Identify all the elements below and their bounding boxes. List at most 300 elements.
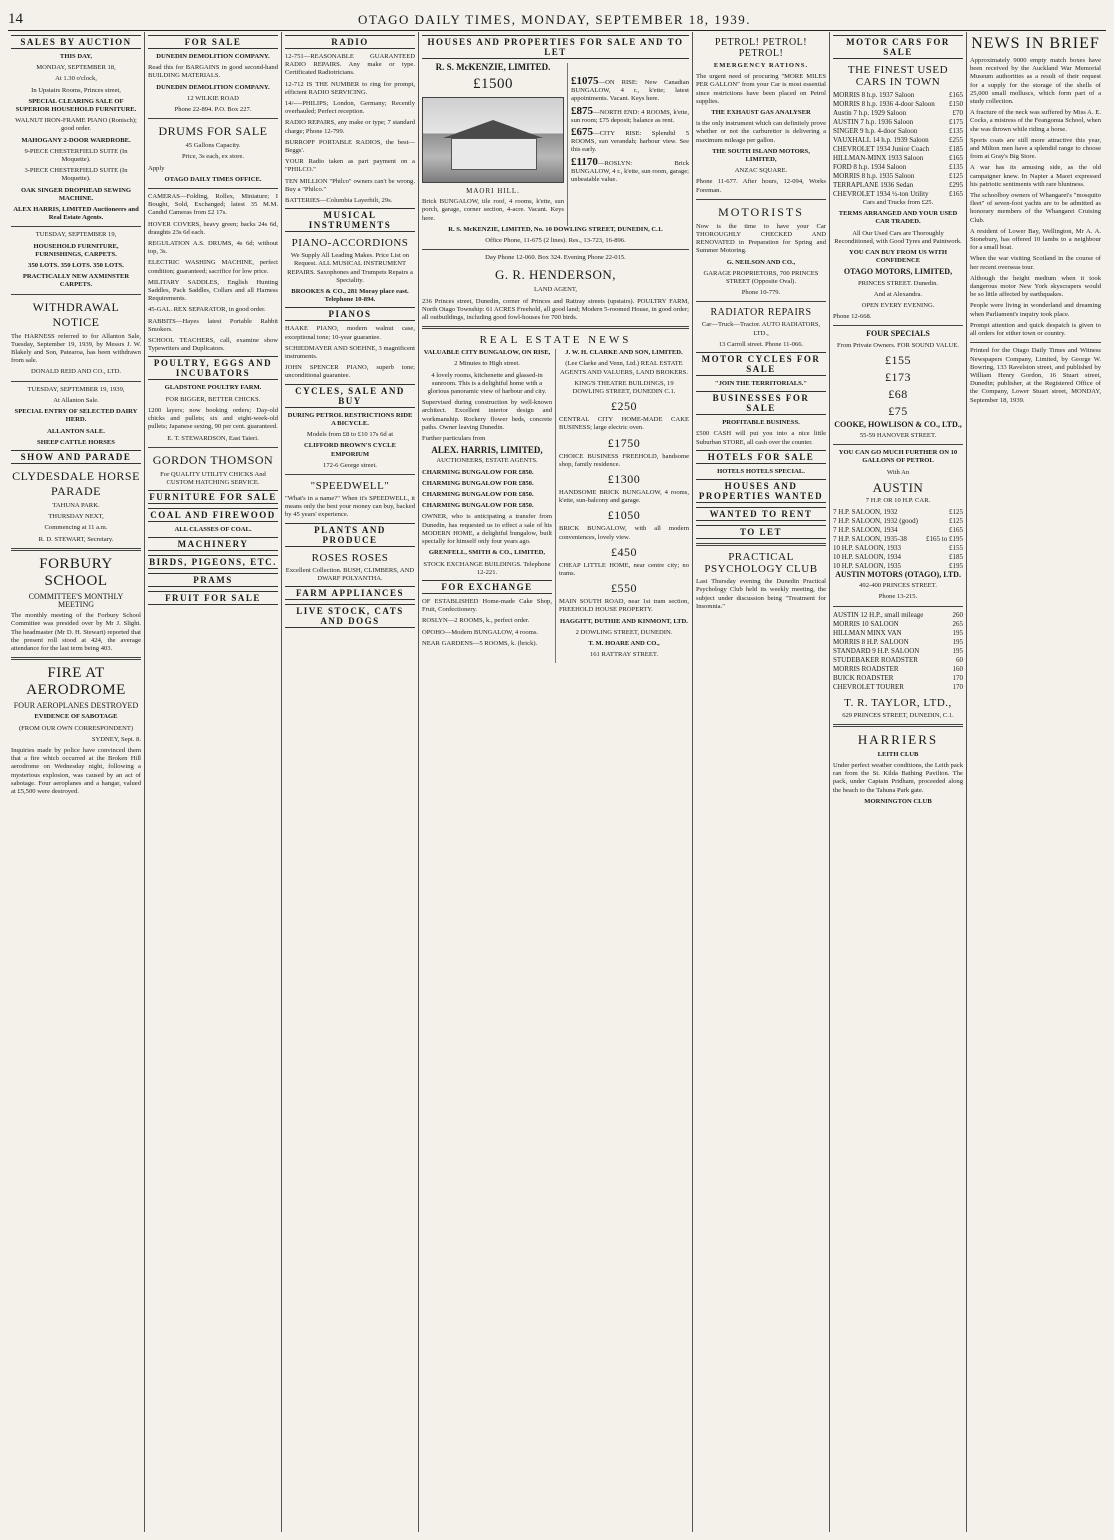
ad-line: 13 Carroll street. Phone 11-066. — [718, 340, 804, 348]
listing-text: ROSLYN—2 ROOMS, k., perfect order. — [422, 617, 530, 625]
section-header: BUSINESSES FOR SALE — [696, 391, 826, 415]
listing-text: 4 lovely rooms, kitchenette and glassed-in sunroom. This is a delightful home with a glorious panoramic view of harbour and city. — [427, 371, 547, 396]
classified-ad: RABBITS—Hayes latest Portable Rabbit Smokers. — [148, 317, 278, 333]
vehicle-price: 195 — [952, 646, 963, 655]
ad-line: 350 LOTS. 350 LOTS. 350 LOTS. — [28, 262, 124, 270]
listing-price: £450 — [611, 544, 637, 559]
ad-body: All Our Used Cars are Thoroughly Reconditioned, with Good Tyres and Paintwork. — [834, 229, 962, 245]
ad-line: ANZAC SQUARE. — [734, 167, 788, 175]
ad-line: Models from £8 to £10 17s 6d at — [306, 431, 394, 439]
price-list-row — [833, 647, 963, 656]
listing-price: £675 — [571, 126, 593, 139]
listing-price: £1750 — [607, 435, 641, 450]
vehicle-name: MORRIS 8 H.P. SALOON — [833, 637, 909, 646]
news-item: People were living in wonderland and dreaming when Parliament's inquiry took place. — [970, 302, 1101, 318]
ad-body: Excellent Collection. BUSH, CLIMBERS, AND DWARF POLYANTHA. — [285, 566, 415, 582]
vehicle-name: 10 H.P. SALOON, 1934 — [833, 553, 902, 562]
article-source: (FROM OUR OWN CORRESPONDENT) — [18, 724, 134, 732]
vehicle-price: £125 — [949, 508, 963, 517]
ad-line: Price, 3s each, ex store. — [181, 153, 245, 161]
vehicle-price: £165 — [949, 154, 963, 162]
ad-line: At 1.30 o'clock, — [55, 75, 97, 83]
ad-line: With An — [886, 468, 910, 476]
classified-ad: REGULATION A.S. DRUMS, 4s 6d; without top, 3s. — [148, 240, 278, 256]
vehicle-price: £125 — [949, 517, 963, 526]
newspaper-columns — [8, 32, 1106, 1532]
classified-ad: JOHN SPENCER PIANO, superb tone; unconditional guarantee. — [285, 364, 415, 380]
photo-caption: MAORI HILL. — [466, 187, 520, 196]
listing-heading: VALUABLE CITY BUNGALOW, ON RISE, — [423, 349, 551, 357]
column-motor-requisites — [693, 32, 830, 1532]
article-title: PRACTICAL PSYCHOLOGY CLUB — [704, 551, 818, 576]
ad-heading: FOUR SPECIALS — [866, 329, 930, 339]
ad-line: THURSDAY NEXT, — [48, 513, 104, 521]
section-header: MACHINERY — [148, 537, 278, 551]
ad-line: Apply — [148, 164, 165, 172]
ad-line: GARAGE PROPRIETORS, 700 PRINCES STREET (Opposite Oval). — [703, 269, 819, 286]
vehicle-name: FORD 8 h.p. 1934 Saloon — [833, 163, 907, 171]
ad-title: GORDON THOMSON — [152, 452, 274, 467]
house-photo — [422, 97, 564, 183]
column-houses-and-properties — [419, 32, 693, 1532]
classified-ad: 45-GAL. REX SEPARATOR, in good order. — [148, 306, 266, 314]
vehicle-name: 10 H.P. SALOON, 1935 — [833, 562, 902, 571]
vehicle-price: 60 — [956, 655, 963, 664]
ad-line: TUESDAY, SEPTEMBER 19, 1939, — [27, 385, 125, 393]
agent-subtitle: STOCK EXCHANGE BUILDINGS. Telephone 12-221. — [423, 560, 551, 576]
ad-line: FOR BIGGER, BETTER CHICKS. — [165, 395, 261, 403]
ad-line: 12 WILKIE ROAD — [187, 94, 239, 102]
classified-ad: 14/-—PHILIPS; London, Germany; Recently overhauled; Perfect reception. — [285, 100, 415, 116]
vehicle-name: 10 H.P. SALOON, 1933 — [833, 544, 902, 553]
ad-title: DRUMS FOR SALE — [158, 124, 268, 139]
price-list-row — [833, 163, 963, 172]
listing-text: HANDSOME BRICK BUNGALOW, 4 rooms, k'ette, sun-balcony and garage. — [559, 489, 689, 505]
ad-line: Phone 11-677. After hours, 12-094, Works Foreman. — [696, 178, 826, 194]
vehicle-name: MORRIS ROADSTER — [833, 664, 899, 673]
listing-text: Supervised during construction by well-known architect. Excellent interior design and workmanship. Rockery flower beds, concrete paths. Owner leaving Dunedin. — [422, 399, 552, 431]
ad-title: ROSES ROSES — [311, 551, 389, 564]
vehicle-price: £165 — [949, 526, 963, 535]
news-title: NEWS IN BRIEF — [971, 35, 1100, 52]
ad-line: 172-6 George street. — [323, 461, 377, 469]
ad-body: The HARNESS referred to for Allanton Sale, Tuesday, September 19, 1939, by Messrs J. W. Blakely and Son, Patearoa, has been withdrawn from sale. — [11, 332, 141, 365]
ad-line: E. T. STEWARDSON, East Taieri. — [167, 434, 259, 442]
page-number: 14 — [8, 11, 23, 27]
vehicle-name: 7 H.P. SALOON, 1934 — [833, 526, 898, 535]
vehicle-price: £70 — [952, 109, 963, 117]
ad-line: Phone 22-894. P.O. Box 227. — [174, 106, 252, 114]
section-header: BIRDS, PIGEONS, ETC. — [149, 557, 277, 568]
section-header: WANTED TO RENT — [696, 507, 826, 521]
ad-line: BROOKES & CO., 281 Moray place east. Telephone 10-894. — [291, 288, 409, 304]
classified-ad: HAAKE PIANO, modern walnut case, exceptional tone; 10-year guarantee. — [285, 325, 415, 341]
classified-ad: CAMERAS—Folding, Rollex, Miniature; I Bought, Sold, Exchanged; latest 35 M.M. Candid Cameras from £2 17s. — [148, 193, 278, 217]
ad-line: SHEEP CATTLE HORSES — [37, 438, 115, 446]
vehicle-price: 260 — [952, 610, 963, 619]
listing-text: BRICK BUNGALOW, with all modern conveniences, lovely view. — [559, 525, 689, 541]
listing-price: £1300 — [607, 472, 641, 487]
price-list-row — [833, 109, 963, 118]
listing-text: OWNER, who is anticipating a transfer from Dunedin, has requested us to effect a sale of his MODERN HOME, a delightful bungalow, built specially for himself only four years ago. — [422, 513, 552, 546]
ad-line: TAHUNA PARK. — [52, 501, 100, 509]
listing-text: Further particulars from — [422, 435, 486, 443]
column-sales-by-auction — [8, 32, 145, 1532]
ad-body: "What's in a name?" When it's SPEEDWELL, it means only the best your money can buy, backed by 45 years' experience. — [285, 494, 415, 519]
vehicle-price: 170 — [952, 673, 963, 682]
classified-ad: ELECTRIC WASHING MACHINE, perfect condition; guaranteed; sacrifice for low price. — [148, 259, 278, 275]
dealer-name: OTAGO MOTORS, LIMITED, — [843, 267, 953, 277]
column-news-in-brief — [967, 32, 1104, 1532]
price-list-row — [833, 526, 963, 535]
vehicle-name: CHEVROLET 1934 ½-ton Utility — [833, 190, 929, 198]
austin-price-list — [833, 508, 963, 571]
vehicle-name: TERRAPLANE 1936 Sedan — [833, 181, 914, 189]
listing-price: £250 — [611, 399, 637, 414]
listing-text: —ON RISE: New Canadian BUNGALOW, 4 r., k'ette; latest appointments. Vacant. Keys here. — [571, 79, 689, 103]
dealer-name: COOKE, HOWLISON & CO., LTD., — [834, 419, 962, 429]
ad-body: Now is the time to have your Car THOROUGHLY CHECKED AND RENOVATED in Preparation for Spring and Summer Motoring. — [696, 222, 826, 255]
article-title: FORBURY SCHOOL — [39, 555, 113, 589]
vehicle-price: £295 — [949, 181, 963, 189]
article-subtitle: MORNINGTON CLUB — [864, 797, 932, 805]
ad-line: OTAGO DAILY TIMES OFFICE. — [164, 175, 262, 183]
special-price: £155 — [885, 352, 911, 367]
vehicle-name: MORRIS 8 h.p. 1936 4-door Saloon — [833, 100, 935, 108]
classified-ad: SCHOOL TEACHERS, call, examine show Typewriters and Duplicators. — [148, 337, 278, 353]
listing-heading: CHARMING BUNGALOW FOR £850. — [422, 468, 534, 476]
ad-line: PRACTICALLY NEW AXMINSTER CARPETS. — [22, 273, 130, 289]
article-dateline: SYDNEY, Sept. 8. — [91, 735, 141, 743]
listing-text: Brick BUNGALOW, tile roof, 4 rooms, k'ette, sun porch, garage, corner section, 4-acre. Vacant. Keys here. — [422, 198, 564, 222]
agent-address: 2 DOWLING STREET, DUNEDIN. — [575, 628, 673, 636]
ad-line: 7 H.P. OR 10 H.P. CAR. — [865, 496, 931, 504]
vehicle-name: SINGER 9 h.p. 4-door Saloon — [833, 127, 918, 135]
ad-heading: DUNEDIN DEMOLITION COMPANY. — [156, 53, 270, 60]
vehicle-price: £165 — [949, 91, 963, 99]
listing-price: £1170 — [571, 155, 598, 168]
ad-line: CLIFFORD BROWN'S CYCLE EMPORIUM — [304, 442, 396, 458]
ad-line: OAK SINGER DROPHEAD SEWING MACHINE. — [20, 186, 132, 202]
auctioneer-name: ALEX HARRIS, LIMITED Auctioneers and Real Estate Agents. — [13, 206, 139, 222]
vehicle-name: 7 H.P. SALOON, 1932 (good) — [833, 517, 918, 526]
listing-heading: CHARMING BUNGALOW FOR £850. — [422, 479, 534, 487]
vehicle-price: £175 — [949, 118, 963, 126]
section-header: RADIO — [285, 35, 415, 49]
classified-ad: 12-712 IS THE NUMBER to ring for prompt, efficient RADIO SERVICING. — [285, 80, 415, 96]
listing-text: —ROSLYN: Brick BUNGALOW, 4 r., k'ette, sun room, garage; unbeatable value. — [571, 159, 689, 184]
ad-line: G. NEILSON AND CO., — [726, 258, 796, 266]
agent-name: J. W. H. CLARKE AND SON, LIMITED. — [565, 349, 683, 357]
price-list-row — [833, 674, 963, 683]
ad-line: WALNUT IRON-FRAME PIANO (Ronisch); good order. — [15, 117, 137, 133]
section-header: HOUSES AND PROPERTIES WANTED — [696, 479, 826, 503]
article-body: Last Thursday evening the Dunedin Practical Psychology Club held its weekly meeting, the subject under discussion being "Treatment for Insomnia." — [696, 578, 826, 610]
dealer-name: AUSTIN MOTORS (OTAGO), LTD. — [835, 570, 961, 580]
article-subtitle: FOUR AEROPLANES DESTROYED — [13, 701, 139, 711]
dealer-name: T. R. TAYLOR, LTD., — [844, 696, 952, 709]
section-header: COAL AND FIREWOOD — [148, 508, 278, 522]
agent-address: 161 RATTRAY STREET. — [589, 651, 659, 659]
vehicle-name: STANDARD 9 H.P. SALOON — [833, 646, 920, 655]
section-header: LIVE STOCK, CATS AND DOGS — [285, 604, 415, 628]
section-header: MOTOR CYCLES FOR SALE — [696, 352, 826, 376]
price-list-row — [833, 553, 963, 562]
column-for-sale — [145, 32, 282, 1532]
vehicle-price: £150 — [949, 100, 963, 108]
listing-text: 2 Minutes to High street. — [454, 360, 520, 368]
ad-heading: GLADSTONE POULTRY FARM. — [164, 384, 262, 392]
section-header: FARM APPLIANCES — [285, 586, 415, 600]
vehicle-price: £135 — [949, 127, 963, 135]
more-car-list — [833, 611, 963, 692]
ad-heading: DURING PETROL RESTRICTIONS RIDE A BICYCLE. — [287, 411, 413, 427]
price-list-row — [833, 190, 963, 199]
price-list-row — [833, 638, 963, 647]
ad-title: "SPEEDWELL" — [310, 479, 390, 492]
vehicle-name: 7 H.P. SALOON, 1932 — [833, 508, 898, 517]
vehicle-price: 195 — [952, 637, 963, 646]
ad-body: is the only instrument which can definitely prove whether or not the carburettor is delivering a maximum mileage per gallon. — [696, 120, 826, 144]
ad-line: MAHOGANY 2-DOOR WARDROBE. — [21, 136, 131, 144]
price-list-row — [833, 154, 963, 163]
ad-body: The urgent need of procuring "MORE MILES PER GALLON" from your Car is most essential since restrictions have been placed on Petrol supplies. — [696, 73, 826, 105]
news-item: Although the height medium when it took dangerous motor New York skyscrapers would be so little affected by earthquakes. — [970, 274, 1101, 299]
vehicle-price: £185 — [949, 145, 963, 153]
ad-body: 1200 layers; now booking orders; Day-old chicks and pullets; six and eight-week-old pullets; Japanese sexing, 90 per cent. guaranteed. — [148, 406, 278, 431]
vehicle-price: £195 — [949, 562, 963, 571]
price-list-row — [833, 136, 963, 145]
ad-body: £500 CASH will put you into a nice little Suburban STORE, all cash over the counter. — [696, 430, 826, 446]
dealer-phone: Phone 13-215. — [878, 593, 918, 601]
listing-text: 236 Princes street, Dunedin, corner of Princes and Rattray streets (upstairs). POULTRY FARM, North Otago Township: 61 ACRES Freehold, all good land; Modern 5-roomed House, in good order; all outbuildings, including good fowl-houses for 700 birds. — [422, 297, 689, 322]
special-price: £75 — [888, 403, 908, 418]
price-list-row — [833, 517, 963, 526]
ad-line: DUNEDIN DEMOLITION COMPANY. — [156, 83, 270, 91]
ad-heading: HOUSEHOLD FURNITURE, FURNISHINGS, CARPETS. — [33, 242, 119, 258]
vehicle-name: AUSTIN 12 H.P., small mileage — [833, 610, 924, 619]
agent-subtitle: LAND AGENT, — [533, 286, 578, 294]
listing-text: MAIN SOUTH ROAD, near 1st tram section, FREEHOLD HOUSE PROPERTY. — [559, 598, 689, 614]
price-list-row — [833, 535, 963, 544]
agent-address: KING'S THEATRE BUILDINGS, 19 DOWLING STREET, DUNEDIN C.1. — [572, 379, 676, 396]
price-list-row — [833, 611, 963, 620]
section-header: MUSICAL INSTRUMENTS — [285, 208, 415, 232]
section-header: POULTRY, EGGS AND INCUBATORS — [148, 356, 278, 380]
ad-subtitle: EMERGENCY RATIONS. — [713, 62, 809, 69]
used-car-list — [833, 91, 963, 199]
news-item: The schoolboy owners of Whangarei's "mosquito fleet" of seven-foot yachts are to be admitted as honorary members of the Whangarei Cruising Club. — [970, 192, 1101, 224]
vehicle-price: £165 to £195 — [926, 535, 963, 544]
column-radio — [282, 32, 419, 1532]
vehicle-name: CHEVROLET TOURER — [833, 682, 904, 691]
section-header: FRUIT FOR SALE — [148, 591, 278, 605]
vehicle-price: £165 — [949, 190, 963, 198]
ad-line: In Upstairs Rooms, Princes street, — [31, 86, 121, 94]
price-list-row — [833, 620, 963, 629]
agent-phone: Office Phone, 11-675 (2 lines). Res., 13-723, 16-896. — [485, 237, 626, 245]
ad-heading: HOTELS HOTELS SPECIAL. — [717, 467, 805, 475]
vehicle-price: £155 — [949, 544, 963, 553]
listing-heading: CHARMING BUNGALOW FOR £850. — [422, 491, 534, 499]
price-list-row — [833, 629, 963, 638]
vehicle-price: 265 — [952, 619, 963, 628]
article-body: Inquiries made by police have convinced them that a fire which occurred at the Broken Hill aerodrome on Wednesday night, following a mysterious explosion, was caused by an act of sabotage. Four aeroplanes and a hangar, valued at £5,500 were destroyed. — [11, 746, 141, 795]
price-list-row — [833, 91, 963, 100]
ad-heading: ALL CLASSES OF COAL. — [174, 526, 252, 534]
news-item: A war has its amusing side, as the old campaigner knew. In Napier a Maori expressed his patriotic sentiments with rare bluntness. — [970, 164, 1101, 188]
ad-heading: TERMS ARRANGED AND YOUR USED CAR TRADED. — [838, 210, 958, 226]
section-header: PRAMS — [148, 573, 278, 587]
vehicle-price: £255 — [949, 136, 963, 144]
price-list-row — [833, 145, 963, 154]
price-list-row — [833, 544, 963, 553]
listing-price: £1050 — [607, 508, 641, 523]
news-item: A resident of Lower Bay, Wellington, Mr A. A. Stonebury, has offered 10 lambs to a neighbour for a small boat. — [970, 227, 1101, 252]
agent-phone: Day Phone 12-060. Box 324. Evening Phone 22-015. — [485, 254, 626, 262]
price-list-row — [833, 181, 963, 190]
ad-heading: SPECIAL ENTRY OF SELECTED DAIRY HERD. — [14, 408, 138, 424]
agent-name: GRENFELL, SMITH & CO., LIMITED, — [428, 549, 546, 557]
ad-line: THE SOUTH ISLAND MOTORS, LIMITED, — [712, 147, 810, 164]
ad-heading: YOU CAN GO MUCH FURTHER ON 10 GALLONS OF PETROL — [838, 449, 958, 465]
classified-ad: YOUR Radio taken as part payment on a "PHILCO." — [285, 158, 415, 174]
article-body: The monthly meeting of the Forbury School Committee was presided over by Mr J. Slight. The headmaster (Mr D. H. Stewart) reported that the present roll stood at 424, the average attendance for the last term being 403. — [11, 612, 141, 652]
agent-name: T. M. HOARE AND CO., — [588, 640, 660, 648]
vehicle-name: Austin 7 h.p. 1929 Saloon — [833, 109, 907, 117]
column-motor-cars — [830, 32, 967, 1532]
section-header: SHOW AND PARADE — [11, 450, 141, 464]
ad-line: 45 Gallons Capacity. — [185, 142, 241, 150]
article-subtitle: COMMITTEE'S MONTHLY MEETING — [28, 591, 124, 609]
listing-heading: CHARMING BUNGALOW FOR £850. — [422, 502, 534, 510]
news-item: When the war visiting Scotland in the course of her recent overseas tour. — [970, 255, 1101, 271]
vehicle-price: £185 — [949, 553, 963, 562]
article-subtitle: LEITH CLUB — [877, 750, 919, 758]
ad-title: RADIATOR REPAIRS — [710, 307, 812, 319]
dealer-address: 55-59 HANOVER STREET. — [859, 432, 937, 440]
vehicle-name: CHEVROLET 1934 Junior Coach — [833, 145, 930, 153]
ad-line: ALLANTON SALE. — [47, 427, 105, 435]
classified-ad: TEN MILLION "Philco" owners can't be wrong. Buy a "Philco." — [285, 177, 415, 193]
ad-line: THIS DAY, — [59, 53, 93, 60]
ad-line: Commencing at 11 a.m. — [44, 524, 108, 532]
withdrawal-heading: WITHDRAWAL NOTICE — [32, 299, 120, 329]
classified-ad: BATTERIES—Columbia Layerbilt, 29s. — [285, 197, 393, 205]
vehicle-name: AUSTIN 7 h.p. 1936 Saloon — [833, 118, 914, 126]
article-title: FIRE AT AERODROME — [26, 665, 126, 699]
vehicle-name: VAUXHALL 14 h.p. 1939 Saloon — [833, 136, 929, 144]
news-item: A fracture of the neck was suffered by Miss A. E. Cocks, a mistress of the Feangonua School, when she was thrown while riding a horse. — [970, 109, 1101, 133]
ad-title: THE FINEST USED CARS IN TOWN — [847, 64, 949, 88]
listing-text: OF ESTABLISHED Home-made Cake Shop, Fruit, Confectionery. — [422, 597, 552, 614]
news-item: Approximately 9000 empty match boxes have been received by the Auckland War Memorial Museum authorities as a result of their request for a supply for the storage of the shells of 25,000 small molluscs, which form part of a study collection. — [970, 57, 1101, 106]
printer-imprint: Printed for the Otago Daily Times and Witness Newspapers Company, Limited, by George W. Bowring, 133 Ravelston street, and published by William Henry Gordon, 16 Stuart street, Dunedin; publisher, at the Registered Office of the Company, Lower Stuart street, MONDAY, September 18, 1939. — [970, 347, 1101, 404]
ad-title: PIANO-ACCORDIONS — [291, 237, 409, 250]
vehicle-price: 195 — [952, 628, 963, 637]
listing-price: £875 — [571, 104, 593, 117]
special-price: £68 — [888, 386, 908, 401]
listing-text: OPOHO—Modern BUNGALOW, 4 rooms. — [422, 628, 539, 636]
price-list-row — [833, 665, 963, 674]
ad-line: Phone 10-779. — [741, 289, 781, 297]
listing-text: NEAR GARDENS—5 ROOMS, k. (brick). — [422, 639, 538, 647]
vehicle-price: £125 — [949, 172, 963, 180]
agent-name: G. R. HENDERSON, — [494, 267, 617, 283]
vehicle-name: BUICK ROADSTER — [833, 673, 894, 682]
ad-line: And at Alexandra. — [873, 290, 923, 298]
ad-heading: SPECIAL CLEARING SALE OF SUPERIOR HOUSEHOLD FURNITURE. — [15, 97, 137, 114]
ad-heading: THE EXHAUST GAS ANALYSER — [711, 109, 811, 117]
vehicle-name: MORRIS 8 h.p. 1935 Saloon — [833, 172, 915, 180]
agent-name: HAGGITT, DUTHIE AND KINMONT, LTD. — [560, 617, 688, 625]
classified-ad: 12-751—REASONABLE GUARANTEED RADIO REPAIRS. Any make or type. Certificated Radiotricians. — [285, 53, 415, 77]
listing-price: £1075 — [571, 75, 599, 87]
ad-line: TUESDAY, SEPTEMBER 19, — [35, 231, 117, 239]
ad-line: 9-PIECE CHESTERFIELD SUITE (In Moquette). — [24, 147, 128, 164]
dealer-phone: Phone 12-668. — [833, 313, 872, 321]
ad-body: Read this for BARGAINS in good second-hand BUILDING MATERIALS. — [148, 64, 278, 80]
news-item: Prompt attention and quick despatch is given to all orders for either town or country. — [970, 321, 1101, 338]
ad-heading: "JOIN THE TERRITORIALS." — [714, 380, 808, 388]
dealer-address: 629 PRINCES STREET, DUNEDIN, C.1. — [842, 711, 954, 719]
section-header: CYCLES, SALE AND BUY — [285, 384, 415, 408]
price-list-row — [833, 118, 963, 127]
vehicle-name: HILLMAN MINX VAN — [833, 628, 902, 637]
paper-title: OTAGO DAILY TIMES, MONDAY, SEPTEMBER 18, 1939. — [357, 12, 752, 27]
price-list-row — [833, 508, 963, 517]
ad-line: MONDAY, SEPTEMBER 18, — [36, 64, 116, 72]
classified-ad: BURROPF PORTABLE RADIOS, the best—Beggs'. — [285, 138, 415, 155]
price-list-row — [833, 683, 963, 692]
ad-line: Cars and Trucks from £25. — [862, 199, 934, 206]
vehicle-name: STUDEBAKER ROADSTER — [833, 655, 918, 664]
ad-line: DONALD REID AND CO., LTD. — [30, 368, 122, 376]
article-subtitle: EVIDENCE OF SABOTAGE — [34, 713, 118, 721]
price-list-row — [833, 127, 963, 136]
section-header: MOTOR CARS FOR SALE — [833, 35, 963, 59]
dealer-address: PRINCES STREET. Dunedin. — [857, 279, 939, 287]
section-header: PIANOS — [285, 307, 415, 321]
ad-line: For QUALITY UTILITY CHICKS And CUSTOM HATCHING SERVICE. — [160, 470, 266, 486]
agent-name: R. S. McKENZIE, LIMITED. — [435, 62, 551, 72]
listing-text: CHOICE BUSINESS FREEHOLD, handsome shop, family residence. — [559, 452, 689, 468]
section-header: FOR SALE — [148, 35, 278, 49]
ad-title: AUSTIN — [872, 479, 924, 495]
section-header: HOTELS FOR SALE — [696, 450, 826, 464]
ad-line: Car—Truck—Tractor. AUTO RADIATORS, LTD., — [701, 321, 821, 337]
section-header: PLANTS AND PRODUCE — [285, 523, 415, 547]
vehicle-price: £135 — [949, 163, 963, 171]
vehicle-name: MORRIS 10 SALOON — [833, 619, 899, 628]
listing-text: —CITY RISE: Splendid 5 ROOMS, sun verandah; harbour view. See this early. — [571, 130, 689, 154]
section-header: FOR EXCHANGE — [422, 580, 552, 594]
agent-subtitle: AUCTIONEERS, ESTATE AGENTS. — [436, 457, 538, 465]
agent-subtitle: (Lee Clarke and Venn, Ltd.) REAL ESTATE AGENTS AND VALUERS, LAND BROKERS. — [560, 360, 688, 376]
listing-text: CHEAP LITTLE HOME, near centre city; no trams. — [559, 561, 689, 578]
dealer-address: 492-400 PRINCES STREET. — [859, 582, 937, 590]
vehicle-price: 160 — [952, 664, 963, 673]
section-title: REAL ESTATE NEWS — [479, 334, 632, 347]
ad-title: MOTORISTS — [718, 204, 804, 219]
listing-text: CENTRAL CITY HOME-MADE CAKE BUSINESS; large electric oven. — [559, 416, 689, 432]
section-header: HOUSES AND PROPERTIES FOR SALE AND TO LET — [422, 35, 689, 59]
listing-price: £1500 — [473, 76, 513, 93]
classified-ad: RADIO REPAIRS, any make or type; 7 standard charge; Phone 12-799. — [285, 119, 415, 135]
article-body: Under perfect weather conditions, the Leith pack ran from the St. Kilda Bathing Pavilion. The pack, under Captain Pridham, proceeded along the beach to the Tahuna Park gate. — [833, 762, 963, 794]
ad-line: R. D. STEWART, Secretary. — [38, 535, 114, 543]
ad-heading: PROFITABLE BUSINESS. — [722, 419, 800, 427]
